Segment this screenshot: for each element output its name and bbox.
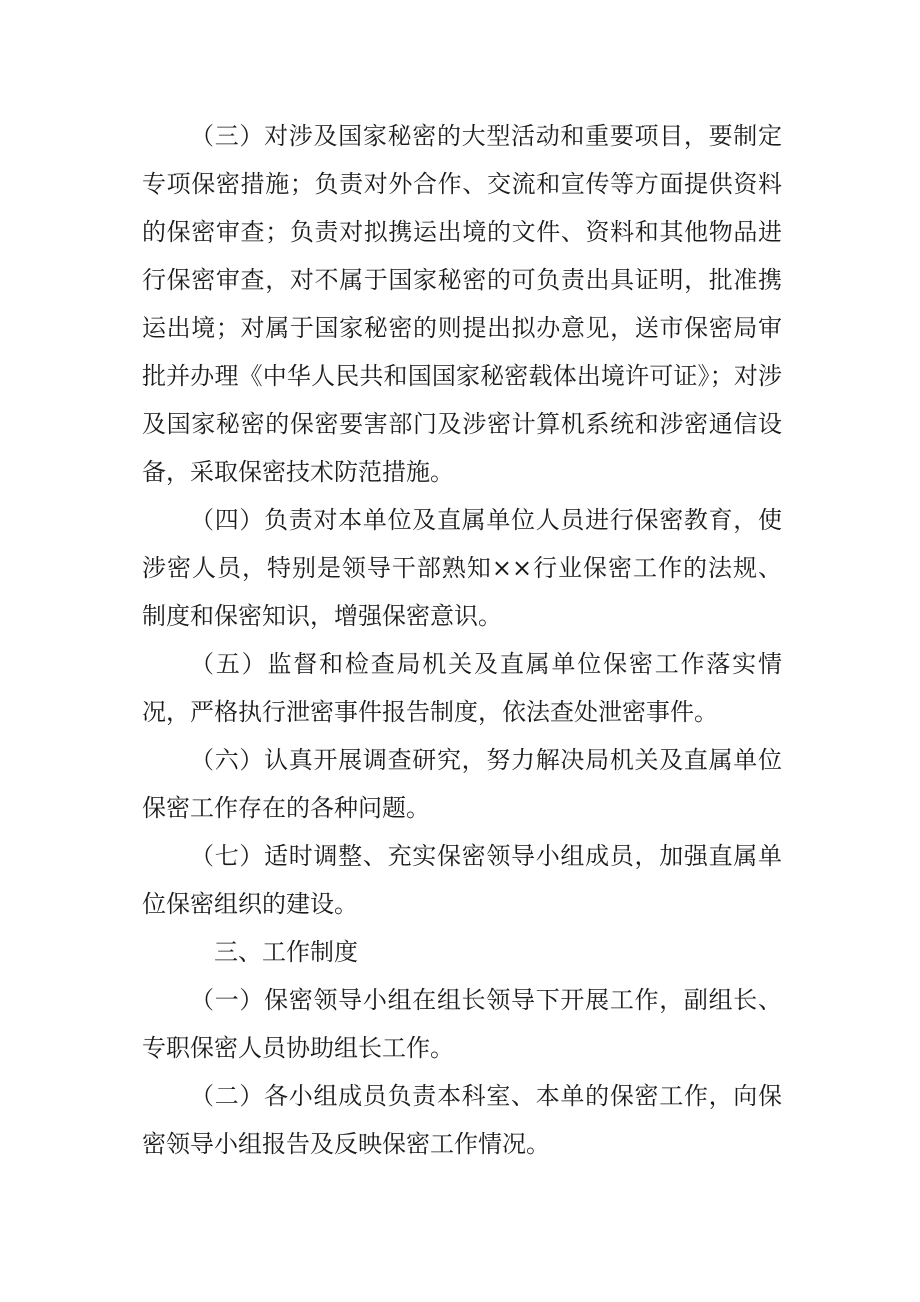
section-heading: 三、工作制度: [214, 938, 358, 966]
rule-item-2: （二）各小组成员负责本科室、本单的保密工作，向保密领导小组报告及反映保密工作情况。: [142, 1082, 782, 1158]
paragraph-item-3: （三）对涉及国家秘密的大型活动和重要项目，要制定专项保密措施；负责对外合作、交流和宣传等方面提供资料的保密审查；负责对拟携运出境的文件、资料和其他物品进行保密审查，对不属于国家秘密的可负责出具证明，批准携运出境；对属于国家秘密的则提出拟办意见，送市保密局审批并办理《中华人民共和国国家秘密载体出境许可证》；对涉及国家秘密的保密要害部门及涉密计算机系统和涉密通信设备，采取保密技术防范措施。: [142, 122, 782, 486]
paragraph-item-7: （七）适时调整、充实保密领导小组成员，加强直属单位保密组织的建设。: [142, 842, 782, 918]
paragraph-item-5: （五）监督和检查局机关及直属单位保密工作落实情况，严格执行泄密事件报告制度，依法查处泄密事件。: [142, 650, 782, 726]
document-body: [142, 112, 782, 1168]
rule-item-1: （一）保密领导小组在组长领导下开展工作，副组长、专职保密人员协助组长工作。: [142, 986, 782, 1062]
paragraph-item-6: （六）认真开展调查研究，努力解决局机关及直属单位保密工作存在的各种问题。: [142, 746, 782, 822]
paragraph-item-4: （四）负责对本单位及直属单位人员进行保密教育，使涉密人员，特别是领导干部熟知××行业保密工作的法规、制度和保密知识，增强保密意识。: [142, 506, 782, 630]
